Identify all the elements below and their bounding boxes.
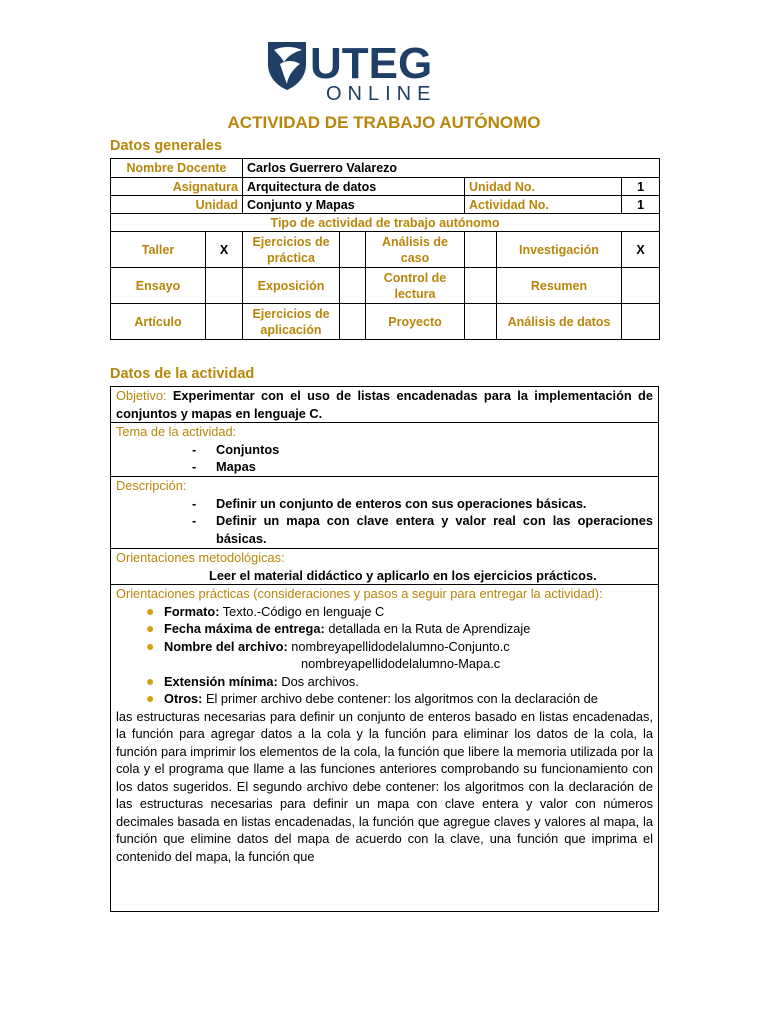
- archivo-item: ● Nombre del archivo: nombreyapellidodelalumno-Conjunto.c nombreyapellidodelalumno-Mapa.c: [116, 638, 653, 673]
- fecha-item: ● Fecha máxima de entrega: detallada en la Ruta de Aprendizaje: [146, 620, 531, 636]
- unidad-label: Unidad: [111, 196, 243, 214]
- type-cell: Análisis de datos: [497, 304, 622, 340]
- asignatura-label: Asignatura: [111, 178, 243, 196]
- type-mark: [465, 232, 497, 268]
- descripcion-block: [111, 477, 658, 549]
- type-cell: Investigación: [497, 232, 622, 268]
- type-mark: X: [206, 232, 243, 268]
- type-mark: [622, 268, 660, 304]
- activity-data-heading: Datos de la actividad: [110, 366, 255, 382]
- extension-item: ● Extensión mínima: Dos archivos.: [146, 672, 359, 689]
- tema-item: - Mapas: [192, 459, 256, 474]
- type-cell: Análisis de caso: [366, 232, 465, 268]
- tema-item: - Conjuntos: [192, 441, 280, 457]
- type-cell: Ensayo: [111, 268, 206, 304]
- uteg-online-logo: [262, 36, 474, 104]
- objetivo-label: Objetivo:: [116, 388, 167, 403]
- formato-item: ● Formato: Texto.-Código en lenguaje C: [146, 602, 385, 619]
- shield-eagle-icon: [268, 42, 306, 90]
- metodologicas-text: Leer el material didáctico y aplicarlo en los ejercicios prácticos.: [209, 567, 597, 583]
- docente-label: Nombre Docente: [111, 159, 243, 178]
- type-mark: [622, 304, 660, 340]
- tema-label: Tema de la actividad:: [116, 424, 237, 439]
- type-mark: [206, 304, 243, 340]
- type-cell: Control de lectura: [366, 268, 465, 304]
- type-mark: [465, 268, 497, 304]
- descripcion-item: - Definir un conjunto de enteros con sus operaciones básicas.: [192, 495, 587, 511]
- tema-block: [111, 423, 658, 477]
- asignatura-value: Arquitectura de datos: [243, 178, 465, 196]
- general-data-heading: Datos generales: [110, 138, 223, 154]
- type-cell: Artículo: [111, 304, 206, 340]
- type-mark: [206, 268, 243, 304]
- unidad-value: Conjunto y Mapas: [243, 196, 465, 214]
- otros-text: las estructuras necesarias para definir un conjunto de enteros basado en listas encadenadas, la función para agregar datos a la cola y la función para eliminar los datos de la cola, la función para imprimir los elementos de la cola, la función que libere la memoria utilizada por la cola y el programa que llame a las funciones anteriores comprobando su funcionamiento con los datos sugeridos. El segundo archivo debe contener: los algoritmos con la declaración de las estructuras necesarias para definir un mapa con clave entera y valor con números decimales basada en listas encadenadas, la función que agregue claves y valores al mapa, la función que elimine datos del mapa de acuerdo con la clave, una función que imprima el contenido del mapa, la función que: [116, 708, 653, 864]
- type-cell: Proyecto: [366, 304, 465, 340]
- logo-sub-text: ONLINE: [326, 83, 437, 104]
- type-mark: [340, 268, 366, 304]
- type-cell: Exposición: [243, 268, 340, 304]
- descripcion-item: - Definir un mapa con clave entera y valor real con las operaciones básicas.: [192, 513, 653, 546]
- logo-main-text: UTEG: [310, 39, 433, 88]
- objetivo-text: Experimentar con el uso de listas encadenadas para la implementación de conjuntos y mapas en lenguaje C.: [116, 388, 653, 421]
- type-mark: [465, 304, 497, 340]
- activity-data-box: [110, 386, 659, 912]
- activity-type-header: Tipo de actividad de trabajo autónomo: [111, 214, 660, 232]
- objetivo-block: [111, 387, 658, 423]
- practicas-label: Orientaciones prácticas (consideraciones y pasos a seguir para entregar la actividad):: [116, 586, 603, 601]
- actividad-no-value: 1: [622, 196, 660, 214]
- type-cell: Taller: [111, 232, 206, 268]
- unidad-no-value: 1: [622, 178, 660, 196]
- metodologicas-label: Orientaciones metodológicas:: [116, 550, 285, 565]
- descripcion-label: Descripción:: [116, 478, 187, 493]
- type-mark: [340, 304, 366, 340]
- type-cell: Ejercicios de aplicación: [243, 304, 340, 340]
- practicas-block: [111, 585, 658, 912]
- document-title: ACTIVIDAD DE TRABAJO AUTÓNOMO: [227, 113, 541, 132]
- otros-item: ● Otros: El primer archivo debe contener: los algoritmos con la declaración de: [146, 690, 598, 706]
- general-data-table: [110, 158, 660, 340]
- type-mark: X: [622, 232, 660, 268]
- type-cell: Ejercicios de práctica: [243, 232, 340, 268]
- archivo-value-2: nombreyapellidodelalumno-Mapa.c: [301, 656, 501, 671]
- metodologicas-block: [111, 549, 658, 585]
- type-mark: [340, 232, 366, 268]
- docente-value: Carlos Guerrero Valarezo: [243, 159, 660, 178]
- type-cell: Resumen: [497, 268, 622, 304]
- actividad-no-label: Actividad No.: [465, 196, 622, 214]
- unidad-no-label: Unidad No.: [465, 178, 622, 196]
